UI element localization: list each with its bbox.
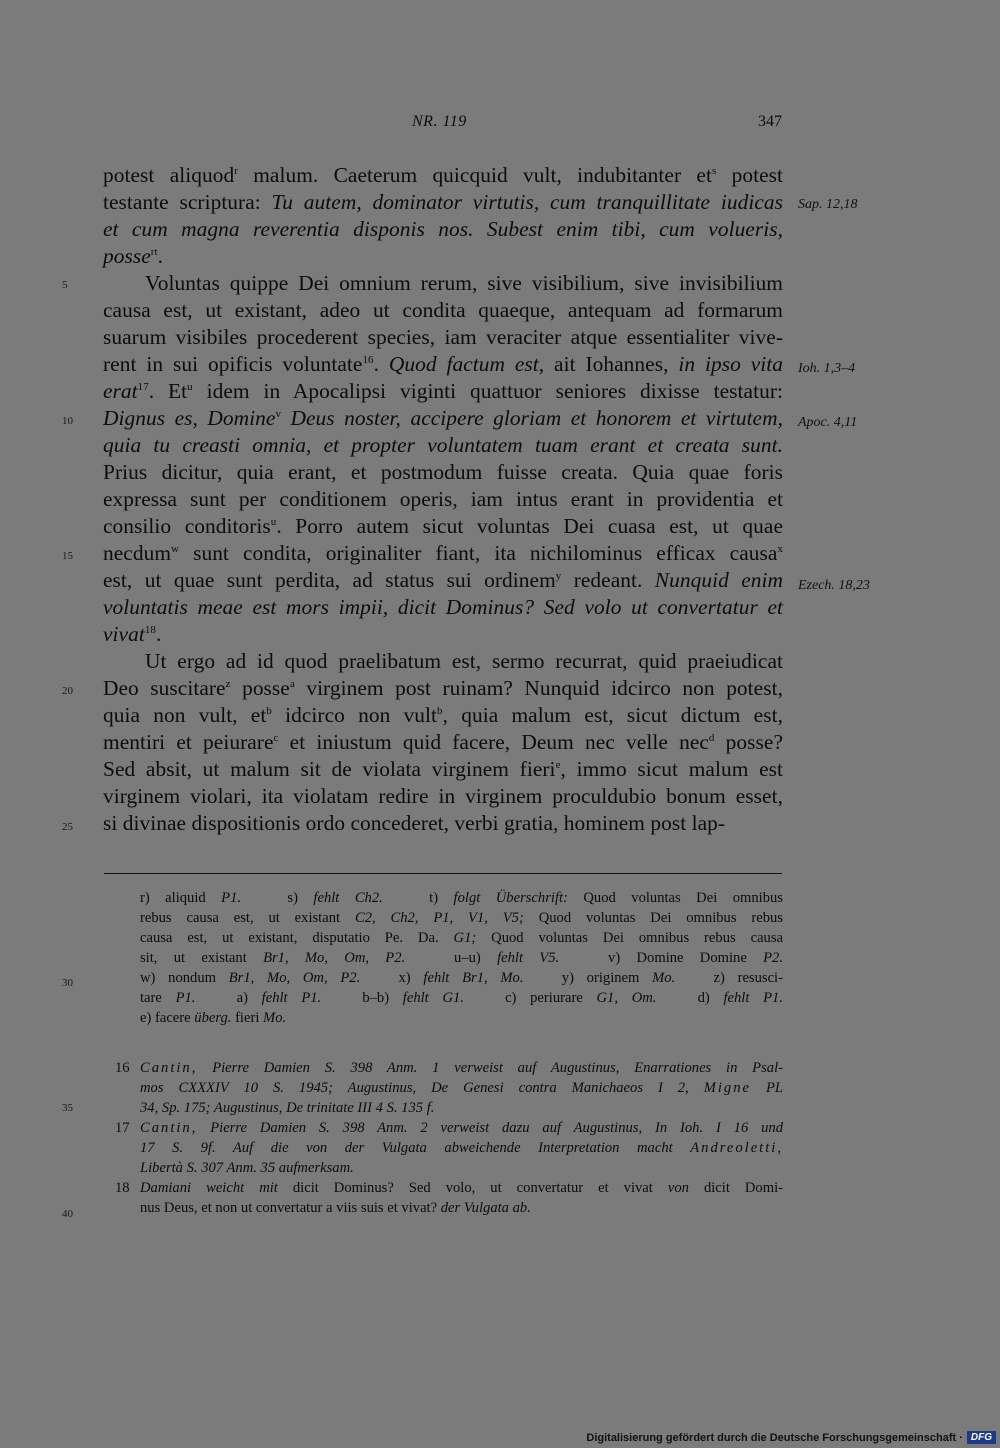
footnote-line: Damiani weicht mit dicit Dominus? Sed volo, ut convertatur et vivat von dicit Domi- — [140, 1180, 783, 1196]
apparatus-line: tare P1. a) fehlt P1. b–b) fehlt G1. c) periurare G1, Om. d) fehlt P1. — [140, 990, 783, 1006]
text-line: consilio conditoris$^u$. Porro autem sicut voluntas Dei cuasa est, ut quae — [103, 514, 783, 538]
footnote-line: mos CXXXIV 10 S. 1945; Augustinus, De Genesi contra Manichaeos I 2, Migne PL — [140, 1080, 783, 1096]
text-line: suarum visibiles procederent species, iam veraciter atque essentialiter vive- — [103, 325, 783, 349]
footnote-line: 34, Sp. 175; Augustinus, De trinitate III 4 S. 135 f. — [140, 1100, 435, 1116]
footnote-line: nus Deus, et non ut convertatur a viis suis et vivat? der Vulgata ab. — [140, 1200, 531, 1216]
page-number: 347 — [758, 113, 782, 130]
main-text — [103, 162, 783, 837]
text-line: Dignus es, Domine$^v$ Deus noster, accipere gloriam et honorem et virtutem, — [103, 406, 783, 430]
footnote-rule — [104, 873, 782, 874]
text-line: testante scriptura: Tu autem, dominator virtutis, cum tranquillitate iudicas — [103, 190, 783, 214]
margin-ref-apoc: Apoc. 4,11 — [798, 415, 858, 430]
footnote — [103, 1178, 783, 1218]
line-number-40: 40 — [62, 1208, 73, 1220]
critical-apparatus — [140, 888, 783, 1028]
line-number-15: 15 — [62, 550, 73, 562]
text-line: et cum magna reverentia disponis nos. Subest enim tibi, cum volueris, — [103, 217, 783, 241]
dfg-footer — [586, 1431, 996, 1444]
text-line: Ut ergo ad id quod praelibatum est, sermo recurrat, quid praeiudicat — [145, 649, 783, 673]
line-number-30: 30 — [62, 977, 73, 989]
footnotes — [103, 1058, 783, 1218]
text-line: expressa sunt per conditionem operis, iam intus erant in providentia et — [103, 487, 783, 511]
margin-ref-ioh: Ioh. 1,3–4 — [798, 361, 856, 376]
footnote-number: 17 — [115, 1120, 130, 1136]
footnote-line: Cantin, Pierre Damien S. 398 Anm. 2 verweist dazu auf Augustinus, In Ioh. I 16 und — [140, 1120, 783, 1136]
footnote-number: 18 — [115, 1180, 130, 1196]
footnote-number: 16 — [115, 1060, 130, 1076]
text-line: potest aliquod$^r$ malum. Caeterum quicquid vult, indubitanter $et^s$ potest — [103, 163, 784, 187]
line-number-20: 20 — [62, 685, 73, 697]
dfg-logo: DFG — [967, 1431, 996, 1444]
apparatus-line: r) aliquid P1. s) fehlt Ch2. t) folgt Überschrift: Quod voluntas Dei omnibus — [140, 890, 783, 906]
text-line: posse$^{rt}$. — [103, 244, 164, 268]
text-line: causa est, ut existant, adeo ut condita quaeque, antequam ad formarum — [103, 298, 783, 322]
text-line: quia tu creasti omnia, et propter voluntatem tuam erant et creata sunt. — [103, 433, 783, 457]
line-number-25: 25 — [62, 821, 73, 833]
margin-ref-ezech: Ezech. 18,23 — [798, 578, 870, 593]
text-line: erat$^{17}$. Et$^u$ idem in Apocalipsi viginti quattuor seniores dixisse testatur: — [103, 379, 783, 403]
text-line: quia non vult, $et^b$ idcirco non vult$^b$, quia malum est, sicut dictum est, — [103, 703, 783, 727]
text-line: virginem violari, ita violatam redire in virginem proculdubio bonum esset, — [103, 784, 783, 808]
footnote-line: Libertà S. 307 Anm. 35 aufmerksam. — [140, 1160, 354, 1176]
text-line: necdum$^w$ sunt condita, originaliter fiant, ita nichilominus efficax causa$^x$ — [103, 541, 783, 565]
footnote — [103, 1118, 783, 1178]
text-line: Deo suscitare$^z$ posse$^a$ virginem post ruinam? Nunquid idcirco non potest, — [103, 676, 783, 700]
footnote — [103, 1058, 783, 1118]
text-line: Voluntas quippe Dei omnium rerum, sive visibilium, sive invisibilium — [145, 271, 783, 295]
line-number-35: 35 — [62, 1102, 73, 1114]
line-number-5: 5 — [62, 279, 68, 291]
text-line: Sed absit, ut malum sit de violata virginem fieri$^e$, immo sicut malum est — [103, 757, 784, 781]
footnote-line: 17 S. 9f. Auf die von der Vulgata abweichende Interpretation macht Andreoletti, — [140, 1140, 783, 1156]
text-line: mentiri et peiurare$^c$ et iniustum quid facere, Deum nec velle nec$^d$ posse? — [103, 730, 783, 754]
line-number-10: 10 — [62, 415, 73, 427]
text-line: si divinae dispositionis ordo concederet, verbi gratia, hominem post lap- — [103, 811, 726, 835]
apparatus-line: e) facere überg. fieri Mo. — [140, 1010, 287, 1026]
apparatus-line: sit, ut existant Br1, Mo, Om, P2. u–u) fehlt V5. v) Domine Domine P2. — [140, 950, 783, 966]
apparatus-line: causa est, ut existant, disputatio Pe. Da. G1; Quod voluntas Dei omnibus rebus causa — [140, 930, 783, 946]
text-line: voluntatis meae est mors impii, dicit Dominus? Sed volo ut convertatur et — [103, 595, 783, 619]
text-line: est, ut quae sunt perdita, ad status sui ordinem$^y$ redeant. Nunquid enim — [103, 568, 783, 592]
apparatus-line: rebus causa est, ut existant C2, Ch2, P1, V1, V5; Quod voluntas Dei omnibus rebus — [140, 910, 783, 926]
text-line: Prius dicitur, quia erant, et postmodum fuisse creata. Quia quae foris — [103, 460, 783, 484]
running-header-title: NR. 119 — [412, 113, 467, 130]
footer-text: Digitalisierung gefördert durch die Deutsche Forschungsgemeinschaft · — [586, 1431, 963, 1444]
margin-ref-sap: Sap. 12,18 — [798, 197, 858, 212]
apparatus-line: w) nondum Br1, Mo, Om, P2. x) fehlt Br1, Mo. y) originem Mo. z) resusci- — [140, 970, 783, 986]
text-line: vivat$^{18}$. — [103, 622, 162, 646]
text-line: rent in sui opificis voluntate$^{16}$. Quod factum est, ait Iohannes, in ipso vita — [103, 352, 783, 376]
footnote-line: Cantin, Pierre Damien S. 398 Anm. 1 verweist auf Augustinus, Enarrationes in Psal- — [140, 1060, 783, 1076]
